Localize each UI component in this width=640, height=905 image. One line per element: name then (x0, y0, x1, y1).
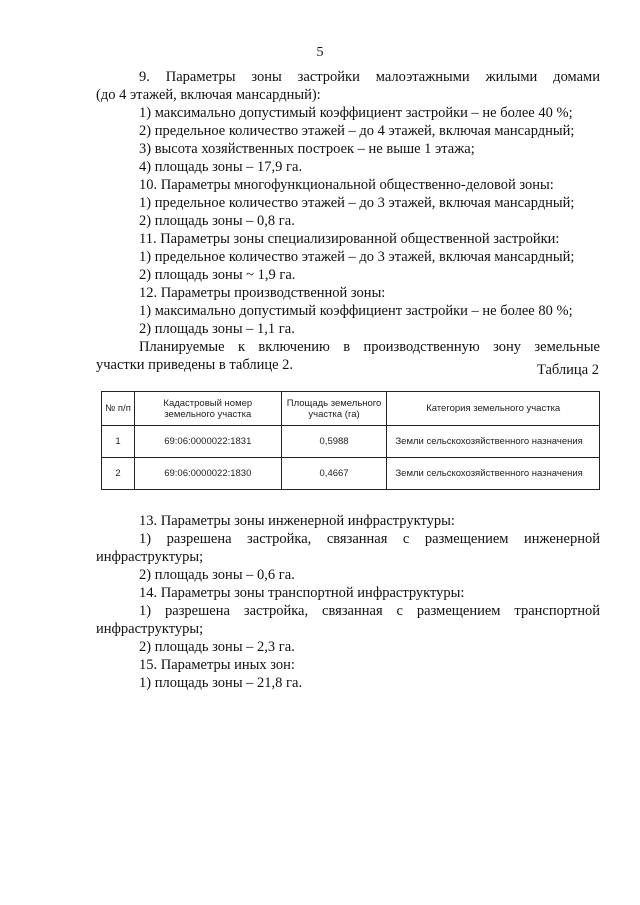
row-area: 0,4667 (281, 458, 387, 490)
section-14-heading: 14. Параметры зоны транспортной инфраструктуры: (139, 585, 465, 601)
section-9-item-1: 1) максимально допустимый коэффициент застройки – не более 40 %; (139, 105, 573, 121)
section-15-heading: 15. Параметры иных зон: (139, 657, 295, 673)
section-13-heading: 13. Параметры зоны инженерной инфраструктуры: (139, 513, 455, 529)
header-cadastral-number: Кадастровый номер земельного участка (134, 392, 281, 426)
section-15-item-1: 1) площадь зоны – 21,8 га. (139, 675, 303, 691)
section-9-item-3: 3) высота хозяйственных построек – не выше 1 этажа; (139, 141, 475, 157)
row-number: 2 (102, 458, 135, 490)
section-12-paragraph-line2: участки приведены в таблице 2. (96, 357, 294, 373)
section-12-item-1: 1) максимально допустимый коэффициент застройки – не более 80 %; (139, 303, 573, 319)
section-14-item-1-line2: инфраструктуры; (96, 621, 204, 637)
section-11-item-2: 2) площадь зоны ~ 1,9 га. (139, 267, 296, 283)
row-cadastral-number: 69:06:0000022:1831 (134, 426, 281, 458)
section-9-item-2: 2) предельное количество этажей – до 4 этажей, включая мансардный; (139, 123, 575, 139)
section-9-heading-line1: 9. Параметры зоны застройки малоэтажными жилыми домами (139, 69, 600, 85)
table-row (102, 458, 600, 490)
section-9-heading-line2: (до 4 этажей, включая мансардный): (96, 87, 321, 103)
section-12-paragraph-line1: Планируемые к включению в производственную зону земельные (139, 339, 600, 355)
header-category: Категория земельного участка (387, 392, 600, 426)
land-plots-table (101, 391, 600, 490)
section-14-item-2: 2) площадь зоны – 2,3 га. (139, 639, 295, 655)
section-10-item-2: 2) площадь зоны – 0,8 га. (139, 213, 295, 229)
section-13-item-1-line2: инфраструктуры; (96, 549, 204, 565)
row-area: 0,5988 (281, 426, 387, 458)
section-13-item-1-line1: 1) разрешена застройка, связанная с размещением инженерной (139, 531, 600, 547)
header-number: № п/п (102, 392, 135, 426)
row-cadastral-number: 69:06:0000022:1830 (134, 458, 281, 490)
row-number: 1 (102, 426, 135, 458)
section-12-heading: 12. Параметры производственной зоны: (139, 285, 386, 301)
section-11-heading: 11. Параметры зоны специализированной общественной застройки: (139, 231, 560, 247)
row-category: Земли сельскохозяйственного назначения (387, 458, 600, 490)
section-14-item-1-line1: 1) разрешена застройка, связанная с размещением транспортной (139, 603, 600, 619)
section-10-heading: 10. Параметры многофункциональной общественно-деловой зоны: (139, 177, 554, 193)
table-row (102, 426, 600, 458)
row-category: Земли сельскохозяйственного назначения (387, 426, 600, 458)
section-13-item-2: 2) площадь зоны – 0,6 га. (139, 567, 295, 583)
section-11-item-1: 1) предельное количество этажей – до 3 этажей, включая мансардный; (139, 249, 575, 265)
page-number: 5 (316, 45, 324, 60)
header-area: Площадь земельного участка (га) (281, 392, 387, 426)
table-caption: Таблица 2 (536, 362, 599, 378)
section-12-item-2: 2) площадь зоны – 1,1 га. (139, 321, 295, 337)
section-10-item-1: 1) предельное количество этажей – до 3 этажей, включая мансардный; (139, 195, 575, 211)
section-9-item-4: 4) площадь зоны – 17,9 га. (139, 159, 303, 175)
table-header-row (102, 392, 600, 426)
